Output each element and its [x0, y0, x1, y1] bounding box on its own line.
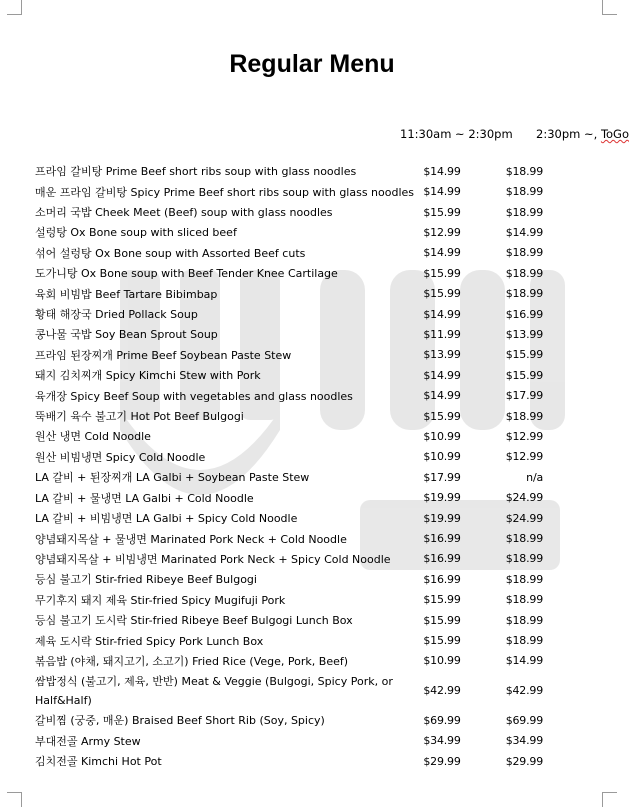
togo-prefix: 2:30pm ~,: [536, 127, 601, 141]
menu-item-price-togo: $18.99: [505, 287, 543, 301]
menu-item-name: 무기후지 돼지 제육 Stir-fried Spicy Mugifuji Pork: [35, 593, 286, 607]
crop-mark-top-left: [7, 0, 22, 15]
menu-item-name: 프라임 갈비탕 Prime Beef short ribs soup with glass noodles: [35, 165, 357, 179]
menu-item-price-lunch: $13.99: [423, 348, 461, 362]
menu-item: [35, 406, 595, 426]
menu-item-price-togo: $18.99: [505, 634, 543, 648]
menu-item-price-lunch: $12.99: [423, 225, 461, 239]
menu-item-price-lunch: $15.99: [423, 409, 461, 423]
menu-item-name: 프라임 된장찌개 Prime Beef Soybean Paste Stew: [35, 348, 292, 362]
menu-item-price-togo: $18.99: [505, 552, 543, 566]
menu-item: [35, 651, 595, 671]
menu-item: [35, 488, 595, 508]
menu-item-price-togo: $18.99: [505, 246, 543, 260]
menu-item: [35, 590, 595, 610]
menu-item-price-lunch: $14.99: [423, 164, 461, 178]
menu-item-name: 소머리 국밥 Cheek Meet (Beef) soup with glass noodles: [35, 206, 333, 220]
menu-item-name: 매운 프라임 갈비탕 Spicy Prime Beef short ribs soup with glass noodles: [35, 185, 415, 199]
menu-item-name: 원산 비빔냉면 Spicy Cold Noodle: [35, 450, 206, 464]
menu-item: [35, 324, 595, 344]
menu-item-price-lunch: $11.99: [423, 327, 461, 341]
crop-mark-bottom-right: [602, 792, 617, 807]
togo-word: ToGo: [600, 127, 629, 141]
menu-item-name: 육개장 Spicy Beef Soup with vegetables and glass noodles: [35, 389, 353, 403]
menu-item: [35, 222, 595, 242]
menu-item-name: 등심 불고기 Stir-fried Ribeye Beef Bulgogi: [35, 573, 257, 587]
menu-item-name: 황태 해장국 Dried Pollack Soup: [35, 308, 198, 322]
menu-item-price-togo: n/a: [526, 470, 543, 484]
menu-item-price-lunch: $69.99: [423, 713, 461, 727]
menu-item-price-togo: $18.99: [505, 205, 543, 219]
menu-item-price-lunch: $10.99: [423, 654, 461, 668]
menu-item: [35, 181, 595, 201]
menu-item-price-lunch: $14.99: [423, 368, 461, 382]
menu-item-price-togo: $18.99: [505, 185, 543, 199]
menu-item-price-togo: $14.99: [505, 225, 543, 239]
menu-item-price-togo: $34.99: [505, 734, 543, 748]
menu-item-price-lunch: $19.99: [423, 511, 461, 525]
menu-item-price-togo: $12.99: [505, 429, 543, 443]
menu-item: [35, 630, 595, 650]
menu-item-price-togo: $13.99: [505, 327, 543, 341]
menu-item-name: 쌈밥정식 (불고기, 제육, 반반) Meat & Veggie (Bulgogi, Spicy Pork, or Half&Half): [35, 674, 393, 707]
menu-item: [35, 161, 595, 181]
menu-item-name: 양념돼지목살 + 물냉면 Marinated Pork Neck + Cold Noodle: [35, 532, 347, 546]
menu-item-price-togo: $15.99: [505, 368, 543, 382]
menu-item-name: 김치전골 Kimchi Hot Pot: [35, 755, 162, 769]
menu-item-name: 육회 비빔밥 Beef Tartare Bibimbap: [35, 287, 218, 301]
menu-item-price-lunch: $14.99: [423, 185, 461, 199]
menu-item: [35, 710, 595, 730]
menu-item-price-togo: $18.99: [505, 532, 543, 546]
menu-item-name: 도가니탕 Ox Bone soup with Beef Tender Knee Cartilage: [35, 267, 338, 281]
menu-item-price-togo: $18.99: [505, 164, 543, 178]
menu-item-price-togo: $42.99: [505, 684, 543, 698]
menu-item-price-lunch: $15.99: [423, 593, 461, 607]
menu-item: [35, 304, 595, 324]
menu-item-price-lunch: $14.99: [423, 246, 461, 260]
menu-item: [35, 731, 595, 751]
menu-item-name: 부대전골 Army Stew: [35, 734, 141, 748]
menu-item: [35, 385, 595, 405]
menu-item-price-lunch: $19.99: [423, 491, 461, 505]
menu-item-name: 돼지 김치찌개 Spicy Kimchi Stew with Pork: [35, 369, 261, 383]
menu-list: [35, 161, 595, 771]
menu-item-price-lunch: $15.99: [423, 266, 461, 280]
menu-item-price-lunch: $42.99: [423, 684, 461, 698]
menu-item: [35, 508, 595, 528]
menu-item-price-lunch: $17.99: [423, 470, 461, 484]
menu-item-name: 콩나물 국밥 Soy Bean Sprout Soup: [35, 328, 218, 342]
menu-item-name: LA 갈비 + 된장찌개 LA Galbi + Soybean Paste Stew: [35, 471, 310, 485]
menu-item-price-lunch: $16.99: [423, 572, 461, 586]
menu-item-name: 볶음밥 (야채, 돼지고기, 소고기) Fried Rice (Vege, Pork, Beef): [35, 654, 349, 668]
page-title: Regular Menu: [229, 50, 395, 78]
crop-mark-bottom-left: [7, 792, 22, 807]
menu-item: [35, 751, 595, 771]
menu-item-name: 원산 냉면 Cold Noodle: [35, 430, 151, 444]
menu-item: [35, 243, 595, 263]
menu-item-price-togo: $29.99: [505, 754, 543, 768]
menu-item-name: 등심 불고기 도시락 Stir-fried Ribeye Beef Bulgogi Lunch Box: [35, 614, 353, 628]
menu-item-price-lunch: $29.99: [423, 754, 461, 768]
menu-item-price-togo: $69.99: [505, 713, 543, 727]
crop-mark-top-right: [602, 0, 617, 15]
menu-item-price-lunch: $16.99: [423, 532, 461, 546]
menu-item: [35, 569, 595, 589]
menu-item-price-togo: $18.99: [505, 593, 543, 607]
menu-item-price-lunch: $34.99: [423, 734, 461, 748]
menu-item-price-togo: $16.99: [505, 307, 543, 321]
menu-item: [35, 202, 595, 222]
menu-item: [35, 528, 595, 548]
menu-item-price-lunch: $15.99: [423, 634, 461, 648]
menu-item-price-togo: $18.99: [505, 409, 543, 423]
menu-item: [35, 447, 595, 467]
menu-item-price-togo: $18.99: [505, 266, 543, 280]
menu-item-price-togo: $17.99: [505, 389, 543, 403]
menu-item: [35, 263, 595, 283]
menu-item-name: 제육 도시락 Stir-fried Spicy Pork Lunch Box: [35, 634, 264, 648]
menu-item-price-togo: $24.99: [505, 511, 543, 525]
menu-item: [35, 671, 595, 710]
menu-item: [35, 549, 595, 569]
menu-item-name: LA 갈비 + 비빔냉면 LA Galbi + Spicy Cold Noodle: [35, 512, 298, 526]
column-header-togo: [536, 127, 629, 141]
menu-item-name: 갈비찜 (궁중, 매운) Braised Beef Short Rib (Soy, Spicy): [35, 714, 325, 728]
menu-item: [35, 345, 595, 365]
menu-item-price-togo: $24.99: [505, 491, 543, 505]
menu-item: [35, 610, 595, 630]
menu-item-price-lunch: $15.99: [423, 613, 461, 627]
menu-item-price-togo: $18.99: [505, 572, 543, 586]
menu-item-price-lunch: $15.99: [423, 205, 461, 219]
menu-item-name: 설렁탕 Ox Bone soup with sliced beef: [35, 226, 237, 240]
menu-item: [35, 426, 595, 446]
menu-item-price-togo: $18.99: [505, 613, 543, 627]
menu-item-price-lunch: $14.99: [423, 389, 461, 403]
menu-item-price-togo: $12.99: [505, 450, 543, 464]
column-header-lunch: 11:30am ~ 2:30pm: [400, 127, 513, 141]
menu-item-name: 양념돼지목살 + 비빔냉면 Marinated Pork Neck + Spicy Cold Noodle: [35, 552, 391, 566]
menu-item-price-lunch: $10.99: [423, 450, 461, 464]
menu-item-price-lunch: $10.99: [423, 429, 461, 443]
menu-item-price-lunch: $16.99: [423, 552, 461, 566]
menu-item-price-lunch: $14.99: [423, 307, 461, 321]
menu-item-price-togo: $14.99: [505, 654, 543, 668]
menu-item-name: LA 갈비 + 물냉면 LA Galbi + Cold Noodle: [35, 491, 254, 505]
menu-item-name: 섞어 설렁탕 Ox Bone soup with Assorted Beef cuts: [35, 246, 306, 260]
menu-item: [35, 467, 595, 487]
menu-item-price-togo: $15.99: [505, 348, 543, 362]
menu-item: [35, 365, 595, 385]
menu-item: [35, 283, 595, 303]
menu-item-price-lunch: $15.99: [423, 287, 461, 301]
menu-item-name: 뚝배기 육수 불고기 Hot Pot Beef Bulgogi: [35, 410, 244, 424]
